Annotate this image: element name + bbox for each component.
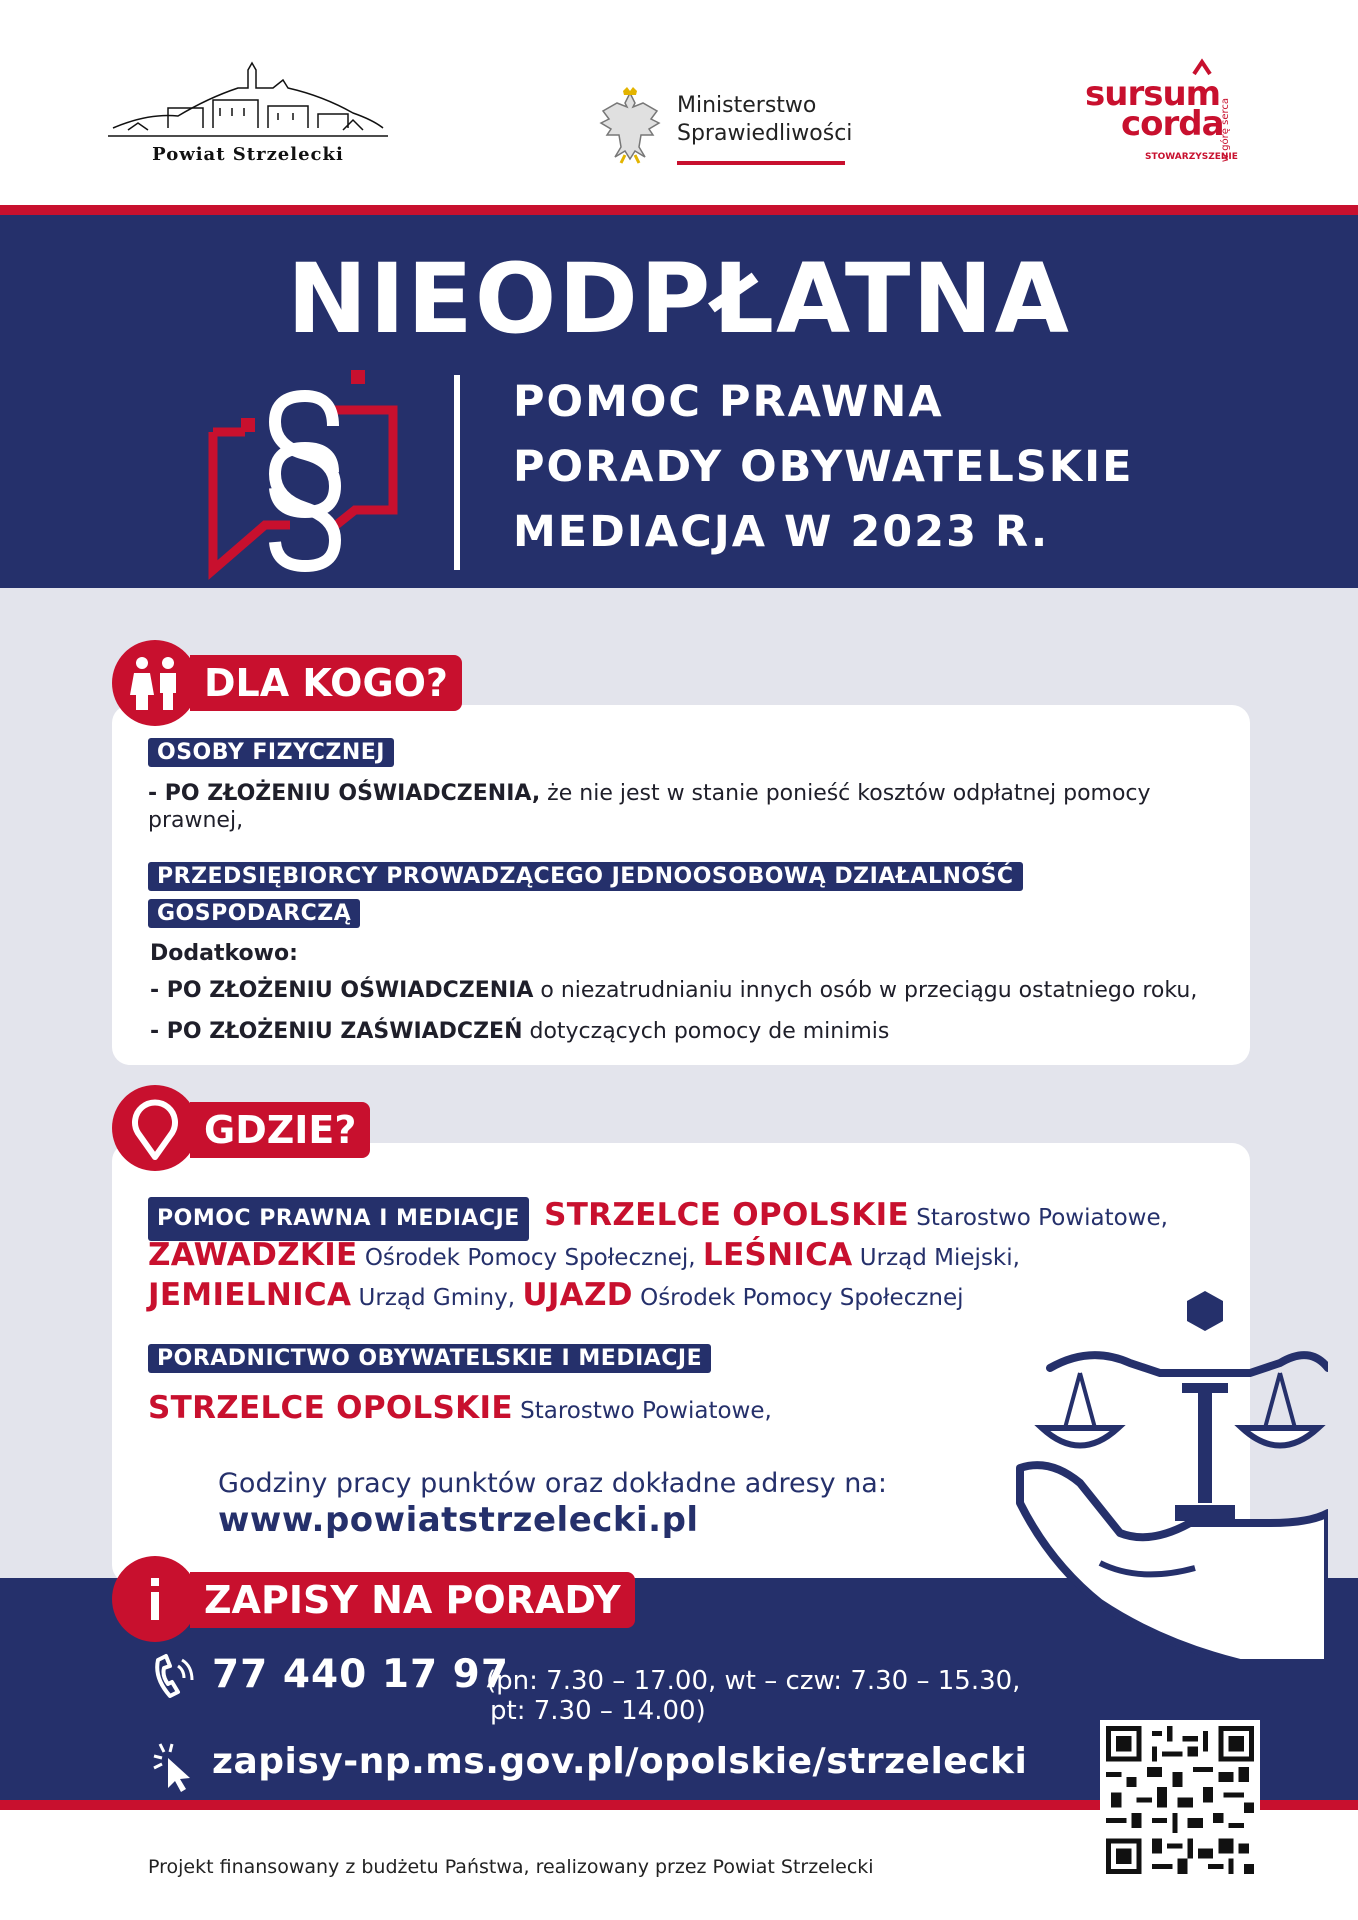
- phone-hours: [486, 1666, 1020, 1726]
- powiat-logo-text: Powiat Strzelecki: [152, 144, 344, 165]
- osoby-fizycznej-tag: OSOBY FIZYCZNEJ: [148, 738, 394, 767]
- phone-number[interactable]: 77 440 17 97: [212, 1652, 509, 1697]
- who-paragraph-3: [150, 1018, 1230, 1045]
- signup-heading: ZAPISY NA PORADY: [190, 1572, 635, 1628]
- w-gore-serca-text: w górę serca: [1220, 98, 1231, 163]
- website-link[interactable]: www.powiatstrzelecki.pl: [218, 1500, 699, 1540]
- sursum-text: sursum: [1085, 74, 1221, 114]
- place-zawadzkie: Ośrodek Pomocy Społecznej,: [357, 1245, 703, 1271]
- where-tag-poradnictwo: [148, 1344, 711, 1373]
- logo-bar: [0, 0, 1358, 205]
- ministry-text-line1: Ministerstwo: [677, 93, 817, 118]
- where-icon-circle: [112, 1085, 198, 1171]
- scales-of-justice-hand-icon: [1010, 1283, 1328, 1663]
- who-tag-przedsiebiorcy-1: [148, 862, 1023, 891]
- people-icon: [112, 640, 198, 726]
- who-dodatkowo: Dodatkowo:: [150, 941, 298, 966]
- who-p3-bold: - PO ZŁOŻENIU ZAŚWIADCZEŃ: [150, 1019, 523, 1044]
- who-p3-rest: dotyczących pomocy de minimis: [522, 1019, 890, 1044]
- signup-website-link[interactable]: zapisy-np.ms.gov.pl/opolskie/strzelecki: [212, 1741, 1028, 1782]
- who-p2-bold: - PO ZŁOŻENIU OŚWIADCZENIA: [150, 978, 534, 1003]
- qr-code-icon: [1106, 1726, 1254, 1874]
- location-pin-icon: [112, 1085, 198, 1171]
- ministry-text-line2: Sprawiedliwości: [677, 121, 853, 146]
- who-p1-bold: - PO ZŁOŻENIU OŚWIADCZENIA,: [148, 781, 541, 806]
- hero-title: NIEODPŁATNA: [287, 243, 1071, 355]
- hours-label: Godziny pracy punktów oraz dokładne adresy na:: [218, 1468, 887, 1499]
- city-ujazd: UJAZD: [522, 1277, 633, 1313]
- where-line-3: [148, 1275, 964, 1318]
- phone-hours-line1: (pn: 7.30 – 17.00, wt – czw: 7.30 – 15.30,: [486, 1666, 1021, 1696]
- who-icon-circle: [112, 640, 198, 726]
- cursor-click-icon: [150, 1742, 196, 1792]
- paragraph-speech-bubble-icon: [205, 370, 405, 580]
- place-lesnica: Urząd Miejski,: [852, 1245, 1020, 1271]
- przedsiebiorcy-tag-line1: PRZEDSIĘBIORCY PROWADZĄCEGO JEDNOOSOBOWĄ DZIAŁALNOŚĆ: [148, 862, 1023, 891]
- where-line-4: [148, 1388, 772, 1431]
- ministry-logo: [595, 85, 855, 175]
- who-tag-osoby: [148, 738, 394, 767]
- stowarzyszenie-text: STOWARZYSZENIE: [1145, 152, 1238, 162]
- who-p2-rest: o niezatrudnianiu innych osób w przeciągu ostatniego roku,: [533, 978, 1198, 1003]
- who-tag-przedsiebiorcy-2: [148, 899, 360, 928]
- eagle-emblem-icon: [595, 85, 665, 165]
- city-strzelce-2: STRZELCE OPOLSKIE: [148, 1390, 513, 1426]
- hero-line-porady: PORADY OBYWATELSKIE: [513, 442, 1134, 492]
- hero-line-mediacja: MEDIACJA W 2023 R.: [513, 507, 1050, 557]
- who-p1-cont: prawnej,: [148, 808, 244, 833]
- phone-icon: [152, 1652, 196, 1702]
- footer-note: Projekt finansowany z budżetu Państwa, realizowany przez Powiat Strzelecki: [148, 1856, 874, 1878]
- who-heading: DLA KOGO?: [190, 655, 462, 711]
- place-strzelce: Starostwo Powiatowe,: [908, 1205, 1168, 1231]
- qr-code[interactable]: [1100, 1720, 1260, 1880]
- hero-banner: [0, 205, 1358, 588]
- sursum-corda-logo: [1085, 58, 1260, 168]
- who-paragraph-1: [148, 780, 1228, 834]
- city-zawadzkie: ZAWADZKIE: [148, 1237, 358, 1273]
- castle-sketch-icon: [108, 58, 388, 148]
- place-jemielnica: Urząd Gminy,: [351, 1285, 523, 1311]
- city-lesnica: LEŚNICA: [702, 1237, 853, 1273]
- poradnictwo-tag: PORADNICTWO OBYWATELSKIE I MEDIACJE: [148, 1344, 711, 1373]
- signup-icon-circle: [112, 1556, 198, 1642]
- who-p1-rest: że nie jest w stanie ponieść kosztów odpłatnej pomocy: [540, 781, 1151, 806]
- corda-text: corda: [1121, 104, 1224, 144]
- phone-hours-line2: pt: 7.30 – 14.00): [490, 1696, 706, 1726]
- place-ujazd: Ośrodek Pomocy Społecznej: [632, 1285, 964, 1311]
- pomoc-prawna-tag: POMOC PRAWNA I MEDIACJE: [148, 1197, 529, 1241]
- powiat-strzelecki-logo: [108, 58, 388, 173]
- city-strzelce: STRZELCE OPOLSKIE: [544, 1197, 909, 1233]
- ministry-underline: [677, 161, 845, 165]
- hero-divider: [454, 375, 460, 570]
- info-icon: [112, 1556, 198, 1642]
- place-strzelce-2: Starostwo Powiatowe,: [512, 1398, 772, 1424]
- przedsiebiorcy-tag-line2: GOSPODARCZĄ: [148, 899, 360, 928]
- hero-line-pomoc-prawna: POMOC PRAWNA: [513, 377, 944, 427]
- where-line-2: [148, 1235, 1020, 1278]
- city-jemielnica: JEMIELNICA: [148, 1277, 352, 1313]
- who-paragraph-2: [150, 977, 1240, 1004]
- where-heading: GDZIE?: [190, 1102, 370, 1158]
